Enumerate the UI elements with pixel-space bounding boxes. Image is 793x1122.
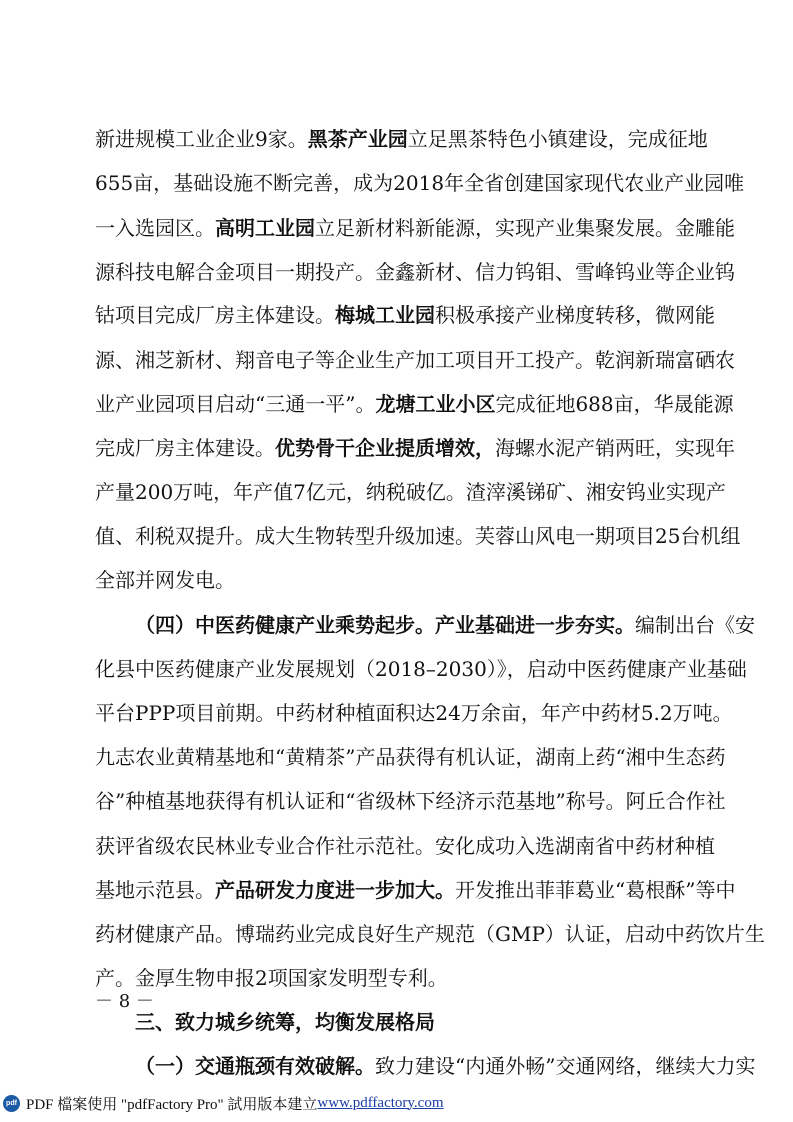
text-line: 全部并网发电。 — [95, 568, 235, 592]
text-line: （四）中医药健康产业乘势起步。产业基础进一步夯实。编制出台《安 — [135, 613, 755, 637]
text-line: 新进规模工业企业9家。黑茶产业园立足黑茶特色小镇建设，完成征地 — [95, 127, 708, 151]
text-line: 平台PPP项目前期。中药材种植面积达24万余亩，年产中药材5.2万吨。 — [95, 701, 733, 725]
text-line: 九志农业黄精基地和“黄精茶”产品获得有机认证，湖南上药“湘中生态药 — [95, 745, 726, 769]
text-line: 完成厂房主体建设。优势骨干企业提质增效，海螺水泥产销两旺，实现年 — [95, 436, 735, 460]
text-line: 化县中医药健康产业发展规划（2018–2030）》，启动中医药健康产业基础 — [95, 657, 747, 681]
page-number: － 8 － — [95, 991, 154, 1012]
text-line: 药材健康产品。博瑞药业完成良好生产规范（GMP）认证，启动中药饮片生 — [95, 922, 765, 946]
footer-link[interactable]: www.pdffactory.com — [317, 1094, 444, 1111]
text-line: 钴项目完成厂房主体建设。梅城工业园积极承接产业梯度转移，微网能 — [95, 303, 715, 327]
text-line: 源科技电解合金项目一期投产。金鑫新材、信力钨钼、雪峰钨业等企业钨 — [95, 260, 735, 284]
text-line: 655亩，基础设施不断完善，成为2018年全省创建国家现代农业产业园唯 — [95, 171, 745, 195]
text-line: 源、湘芝新材、翔音电子等企业生产加工项目开工投产。乾润新瑞富硒农 — [95, 348, 735, 372]
footer-text: PDF 檔案使用 "pdfFactory Pro" 試用版本建立 — [26, 1096, 318, 1113]
text-line: 基地示范县。产品研发力度进一步加大。开发推出菲菲葛业“葛根酥”等中 — [95, 878, 736, 902]
pdf-icon: pdf — [3, 1095, 20, 1112]
text-line: 谷”种植基地获得有机认证和“省级林下经济示范基地”称号。阿丘合作社 — [95, 789, 726, 813]
text-line: 一入选园区。高明工业园立足新材料新能源，实现产业集聚发展。金雕能 — [95, 216, 735, 240]
section-heading: 三、致力城乡统筹，均衡发展格局 — [135, 1010, 435, 1034]
text-line: 获评省级农民林业专业合作社示范社。安化成功入选湖南省中药材种植 — [95, 834, 715, 858]
text-line: （一）交通瓶颈有效破解。致力建设“内通外畅”交通网络，继续大力实 — [135, 1054, 756, 1078]
text-line: 产。金厚生物申报2项国家发明型专利。 — [95, 966, 448, 990]
text-line: 业产业园项目启动“三通一平”。龙塘工业小区完成征地688亩，华晟能源 — [95, 392, 734, 416]
text-line: 产量200万吨，年产值7亿元，纳税破亿。渣滓溪锑矿、湘安钨业实现产 — [95, 480, 726, 504]
pdf-footer — [3, 1092, 444, 1114]
text-line: 值、利税双提升。成大生物转型升级加速。芙蓉山风电一期项目25台机组 — [95, 524, 741, 548]
